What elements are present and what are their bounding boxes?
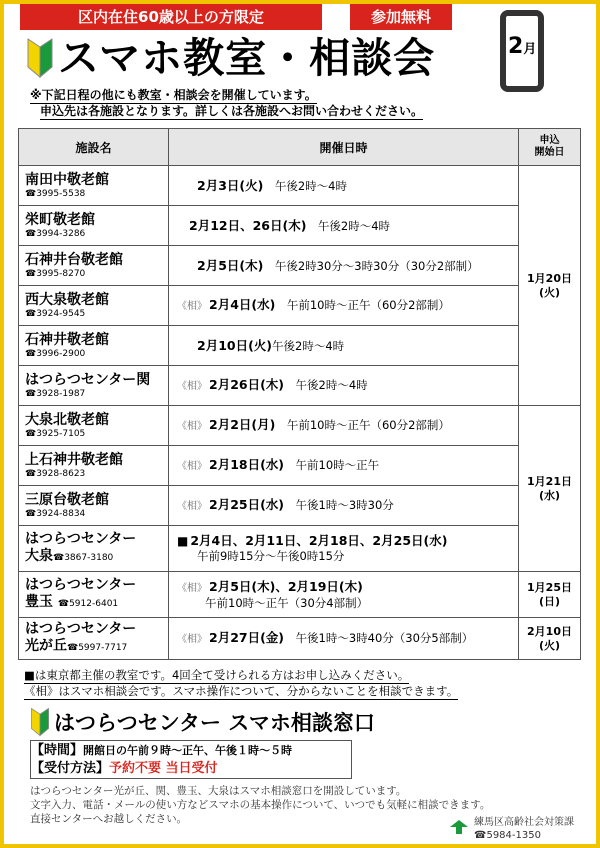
footnote-tokyo: ■は東京都主催の教室です。4回全て受けられる方はお申し込みください。	[24, 668, 410, 682]
consult-title	[30, 706, 375, 738]
nerima-logo-icon	[450, 820, 468, 834]
table-header-row	[19, 129, 581, 166]
schedule-table	[18, 128, 581, 660]
table-row: 石神井敬老館 ☎3996-2900 2月10日(火)午後2時～4時	[19, 326, 581, 366]
consult-method: 【受付方法】予約不要 当日受付	[30, 759, 352, 779]
table-row: 南田中敬老館 ☎3995-5538 2月3日(火) 午後2時～4時 1月20日 (火)	[19, 166, 581, 206]
header-start: 申込 開始日	[519, 129, 581, 166]
schedule-note-1: ※下記日程の他にも教室・相談会を開催しています。	[30, 88, 317, 102]
month-label: 2月	[508, 34, 537, 59]
department-contact: 練馬区高齢社会対策課 ☎5984-1350	[474, 817, 574, 841]
free-banner: 参加無料	[350, 4, 452, 30]
header-datetime: 開催日時	[169, 129, 519, 166]
consult-title-text: はつらつセンター スマホ相談窓口	[54, 711, 375, 735]
page-title	[26, 30, 435, 86]
header-facility: 施設名	[19, 129, 169, 166]
start-date-1: 1月20日 (火)	[519, 166, 581, 406]
table-row: 三原台敬老館 ☎3924-8834 《相》 2月25日(水) 午後1時～3時30分	[19, 486, 581, 526]
table-row: 上石神井敬老館 ☎3928-8623 《相》 2月18日(水) 午前10時～正午	[19, 446, 581, 486]
table-row: はつらつセンター 豊玉 ☎5912-6401 《相》 2月5日(木)、2月19日(木) 午前10時～正午（30分4部制） 1月25日 (日)	[19, 572, 581, 618]
table-row: 石神井台敬老館 ☎3995-8270 2月5日(木) 午後2時30分～3時30分（30分2部制）	[19, 246, 581, 286]
beginner-mark-icon	[26, 37, 54, 79]
title-text: スマホ教室・相談会	[58, 34, 436, 82]
beginner-mark-icon	[30, 707, 50, 737]
start-date-4: 2月10日 (火)	[519, 618, 581, 660]
table-row: はつらつセンター 光が丘☎5997-7717 《相》 2月27日(金) 午後1時～3時40分（30分5部制） 2月10日 (火)	[19, 618, 581, 660]
footnote-consult: 《相》はスマホ相談会です。スマホ操作について、分からないことを相談できます。	[24, 684, 459, 698]
table-row: 西大泉敬老館 ☎3924-9545 《相》 2月4日(水) 午前10時～正午（60分2部制）	[19, 286, 581, 326]
eligibility-banner: 区内在住60歳以上の方限定	[20, 4, 322, 30]
table-row: 大泉北敬老館 ☎3925-7105 《相》 2月2日(月) 午前10時～正午（60分2部制） 1月21日 (水)	[19, 406, 581, 446]
consult-description: はつらつセンター光が丘、関、豊玉、大泉はスマホ相談窓口を開設しています。 文字入力、電話・メールの使い方などスマホの基本操作について、いつでも気軽に相談できます。 直接センターへお越しください。	[30, 785, 491, 825]
consult-time: 【時間】開館日の午前９時～正午、午後１時～５時	[30, 740, 352, 761]
table-row: はつらつセンター関 ☎3928-1987 《相》 2月26日(木) 午後2時～4時	[19, 366, 581, 406]
schedule-note-2: 申込先は各施設となります。詳しくは各施設へお問い合わせください。	[40, 104, 424, 118]
start-date-3: 1月25日 (日)	[519, 572, 581, 618]
table-row: はつらつセンター 大泉☎3867-3180 ■ 2月4日、2月11日、2月18日、2月25日(水) 午前9時15分～午後0時15分	[19, 526, 581, 572]
month-phone-icon	[500, 10, 544, 92]
start-date-2: 1月21日 (水)	[519, 406, 581, 572]
table-row: 栄町敬老館 ☎3994-3286 2月12日、26日(木) 午後2時～4時	[19, 206, 581, 246]
